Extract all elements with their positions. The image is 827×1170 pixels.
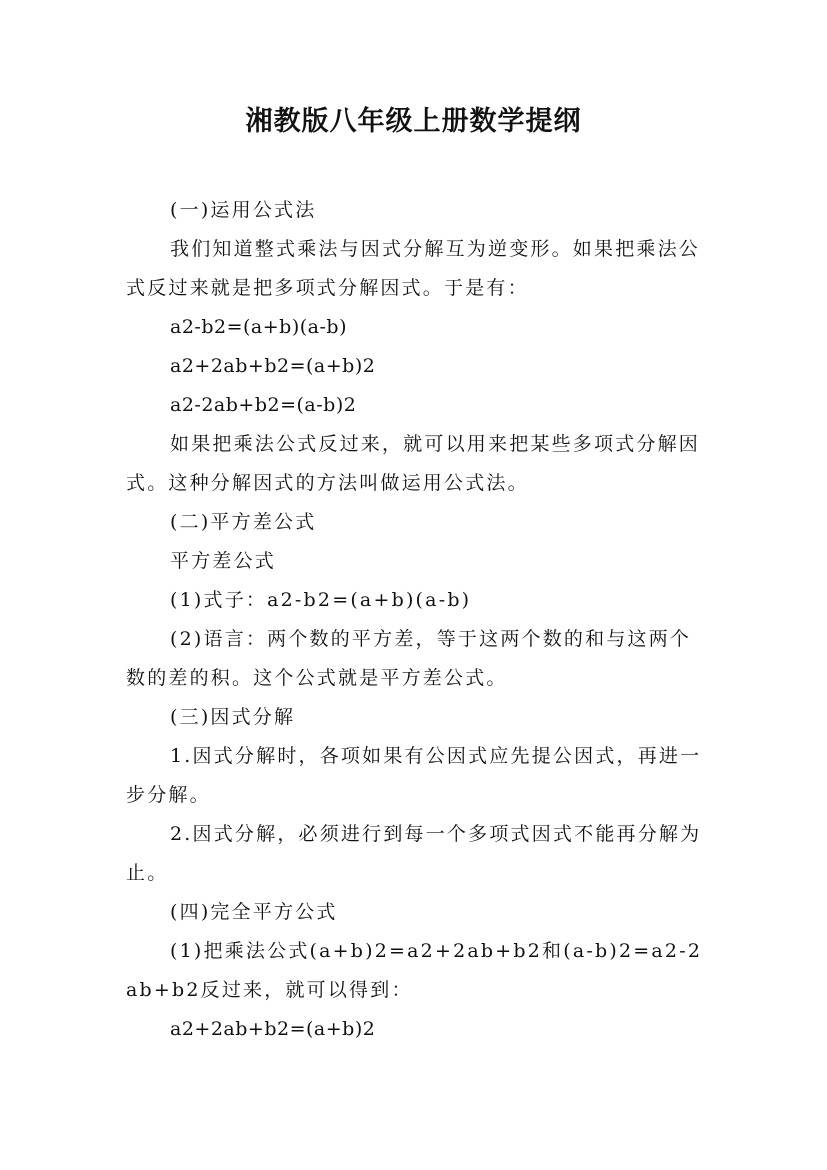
- section-heading-2: (二)平方差公式: [170, 511, 317, 533]
- formula-perfect-square-result: a2+2ab+b2=(a+b)2: [170, 1018, 376, 1040]
- document-body: [126, 191, 706, 1049]
- paragraph-formula-expression: (1)式子：a2-b2=(a+b)(a-b): [170, 589, 472, 611]
- section-heading-4: (四)完全平方公式: [170, 901, 338, 923]
- paragraph-perfect-square: (1)把乘法公式(a+b)2=a2+2ab+b2和(a-b)2=a2-2ab+b2反过来，就可以得到：: [126, 940, 703, 1001]
- formula-square-of-difference: a2-2ab+b2=(a-b)2: [170, 394, 357, 416]
- paragraph-factoring-rule-1: 1.因式分解时，各项如果有公因式应先提公因式，再进一步分解。: [126, 745, 702, 806]
- subheading-difference-of-squares: 平方差公式: [170, 550, 277, 572]
- paragraph-intro: 我们知道整式乘法与因式分解互为逆变形。如果把乘法公式反过来就是把多项式分解因式。于是有：: [126, 238, 701, 299]
- formula-difference-of-squares: a2-b2=(a+b)(a-b): [170, 316, 347, 338]
- paragraph-factoring-rule-2: 2.因式分解，必须进行到每一个多项式因式不能再分解为止。: [126, 823, 702, 884]
- formula-square-of-sum: a2+2ab+b2=(a+b)2: [170, 355, 376, 377]
- paragraph-formula-language: (2)语言：两个数的平方差，等于这两个数的和与这两个数的差的积。这个公式就是平方差公式。: [126, 628, 692, 689]
- section-heading-1: (一)运用公式法: [170, 199, 317, 221]
- document-title: 湘教版八年级上册数学提纲: [245, 106, 582, 137]
- paragraph-formula-method: 如果把乘法公式反过来，就可以用来把某些多项式分解因式。这种分解因式的方法叫做运用公式法。: [126, 433, 701, 494]
- section-heading-3: (三)因式分解: [170, 706, 296, 728]
